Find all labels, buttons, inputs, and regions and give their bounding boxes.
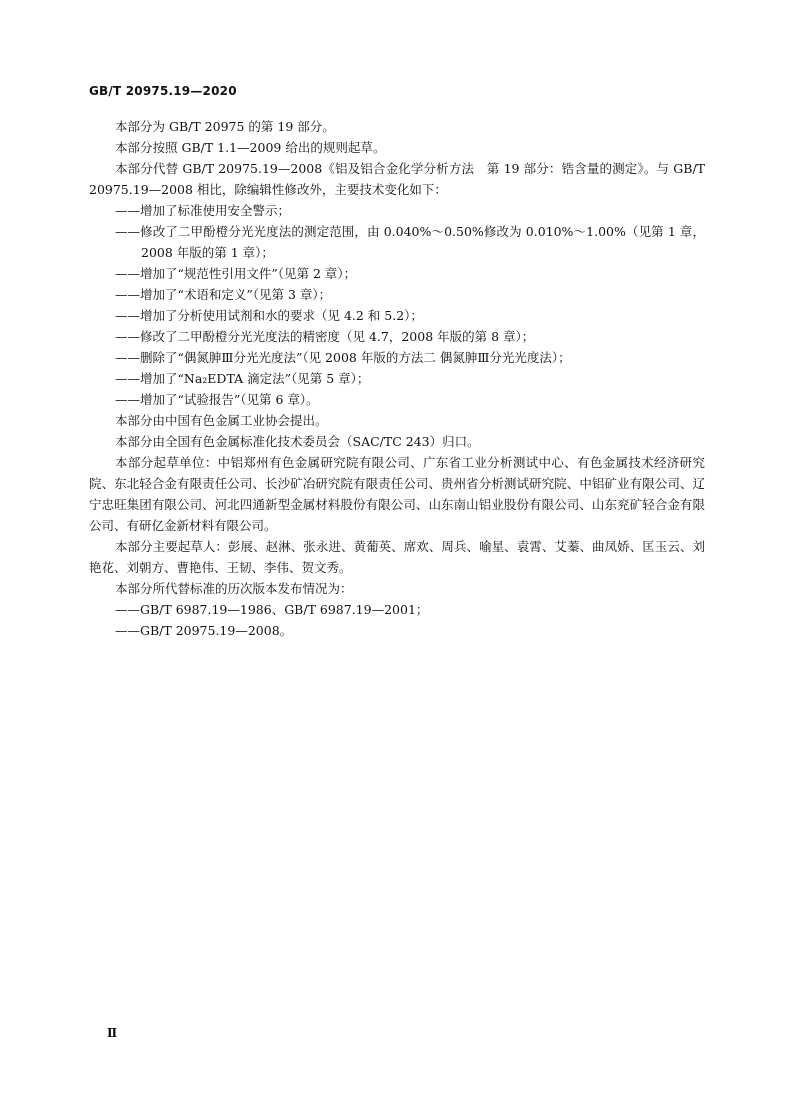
- change-item: ——增加了标准使用安全警示；: [115, 203, 291, 218]
- paragraph-drafting-units: 本部分起草单位：中铝郑州有色金属研究院有限公司、广东省工业分析测试中心、有色金属技术经济研究院、东北轻合金有限责任公司、长沙矿冶研究院有限责任公司、贵州省分析测试研究院、中铝矿业有限公司、辽宁忠旺集团有限公司、河北四通新型金属材料股份有限公司、山东南山铝业股份有限公司、山东兖矿轻合金有限公司、有研亿金新材料有限公司。: [89, 455, 705, 533]
- paragraph-drafters: 本部分主要起草人：彭展、赵淋、张永进、黄葡英、席欢、周兵、喻星、袁霄、艾蓁、曲凤娇、匡玉云、刘艳花、刘朝方、曹艳伟、王韧、李伟、贺文秀。: [89, 539, 705, 575]
- change-item: ——修改了二甲酚橙分光光度法的测定范围，由 0.040%～0.50%修改为 0.010%～1.00%（见第 1 章，2008 年版的第 1 章）；: [115, 224, 705, 260]
- standard-number-header: GB/T 20975.19—2020: [89, 84, 237, 98]
- change-item: ——删除了“偶氮胂Ⅲ分光光度法”（见 2008 年版的方法二 偶氮胂Ⅲ分光光度法）；: [115, 350, 571, 365]
- paragraph-drafting-rules: 本部分按照 GB/T 1.1—2009 给出的规则起草。: [115, 140, 386, 155]
- history-item: ——GB/T 20975.19—2008。: [115, 623, 293, 638]
- change-item: ——增加了“术语和定义”（见第 3 章）；: [115, 287, 332, 302]
- change-item: ——增加了分析使用试剂和水的要求（见 4.2 和 5.2）；: [115, 308, 423, 323]
- paragraph-history-intro: 本部分所代替标准的历次版本发布情况为：: [115, 581, 353, 596]
- change-item: ——增加了“Na₂EDTA 滴定法”（见第 5 章）；: [115, 371, 370, 386]
- foreword-body: [89, 116, 705, 641]
- paragraph-part-statement: 本部分为 GB/T 20975 的第 19 部分。: [115, 119, 335, 134]
- paragraph-proposed-by: 本部分由中国有色金属工业协会提出。: [115, 413, 328, 428]
- change-item: ——增加了“规范性引用文件”（见第 2 章）；: [115, 266, 357, 281]
- change-item: ——修改了二甲酚橙分光光度法的精密度（见 4.7，2008 年版的第 8 章）；: [115, 329, 535, 344]
- history-item: ——GB/T 6987.19—1986、GB/T 6987.19—2001；: [115, 602, 429, 617]
- change-item: ——增加了“试验报告”（见第 6 章）。: [115, 392, 319, 407]
- paragraph-replacement: 本部分代替 GB/T 20975.19—2008《铝及铝合金化学分析方法 第 19 部分：锆含量的测定》。与 GB/T 20975.19—2008 相比，除编辑性修改外，主要技术变化如下：: [89, 161, 705, 197]
- paragraph-centralized-by: 本部分由全国有色金属标准化技术委员会（SAC/TC 243）归口。: [115, 434, 480, 449]
- page-number: Ⅱ: [107, 1026, 118, 1040]
